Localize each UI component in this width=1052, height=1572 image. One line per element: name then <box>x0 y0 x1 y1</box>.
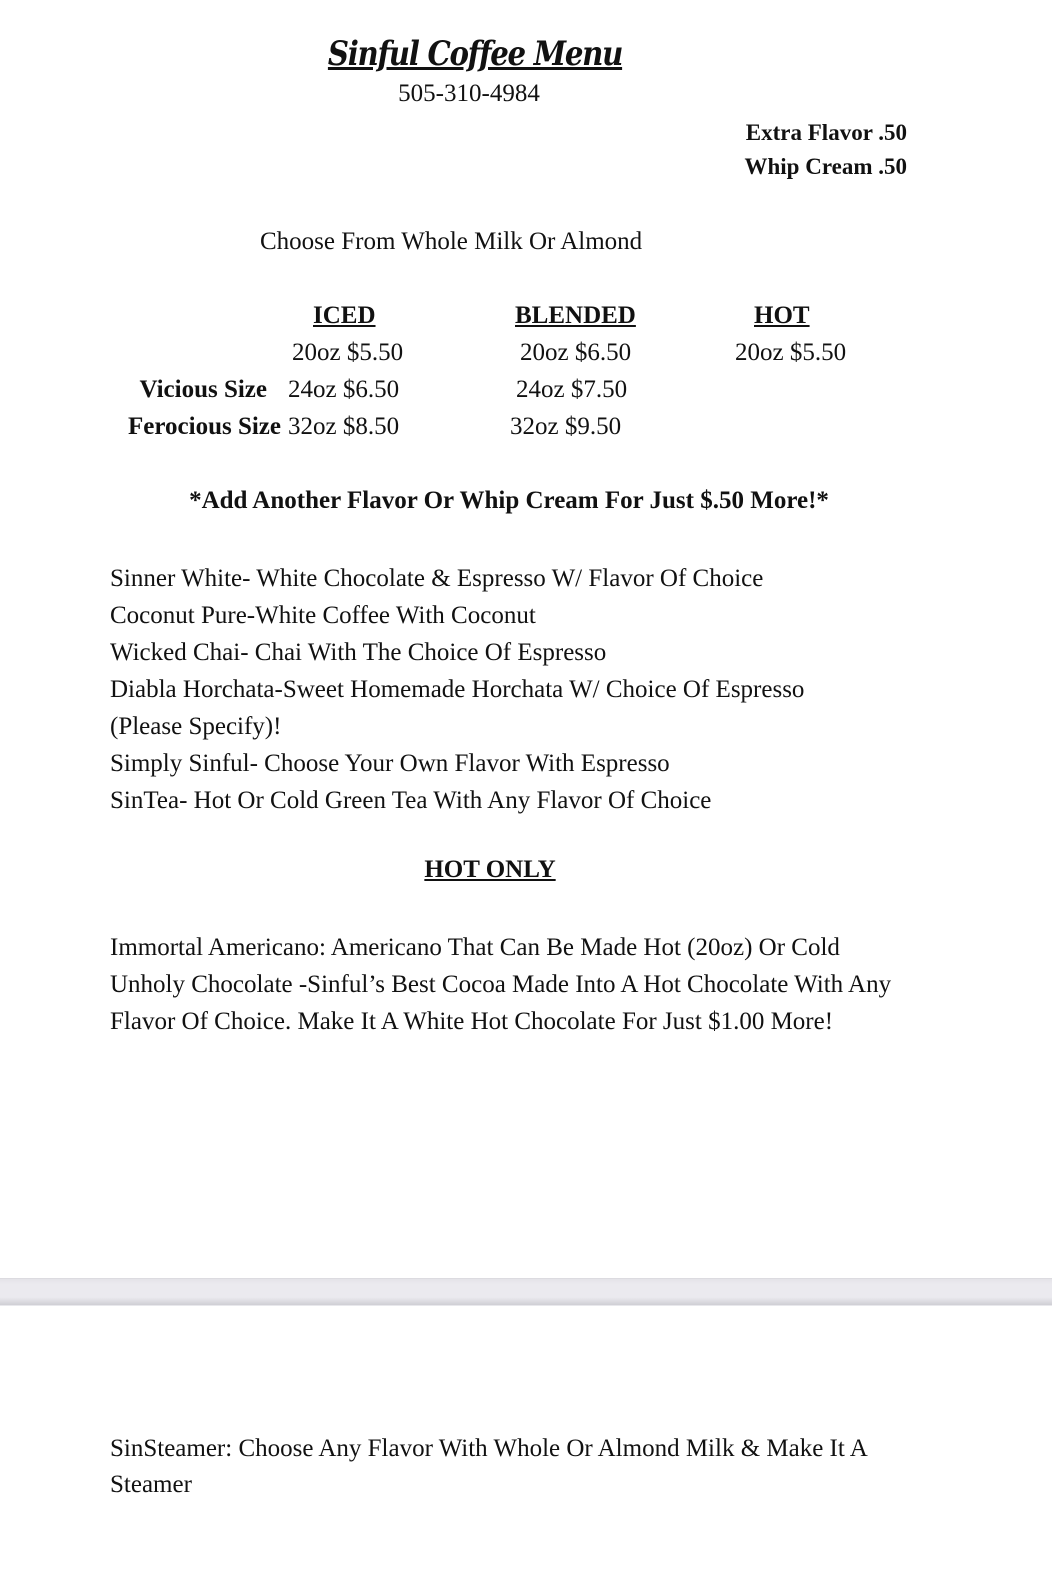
blended-price-24oz: 24oz $7.50 <box>516 376 628 403</box>
drink-wicked-chai: Wicked Chai- Chai With The Choice Of Espresso <box>110 639 607 666</box>
blended-price-32oz: 32oz $9.50 <box>510 413 622 440</box>
iced-price-20oz: 20oz $5.50 <box>292 339 404 366</box>
drink-simply-sinful: Simply Sinful- Choose Your Own Flavor With Espresso <box>110 750 670 777</box>
size-label-vicious: Vicious Size <box>139 376 267 403</box>
drink-coconut-pure: Coconut Pure-White Coffee With Coconut <box>110 602 536 629</box>
hot-price-20oz: 20oz $5.50 <box>735 339 847 366</box>
hot-only-heading: HOT ONLY <box>424 856 556 883</box>
drink-sinsteamer: SinSteamer: Choose Any Flavor With Whole Or Almond Milk & Make It A Steamer <box>110 1435 867 1498</box>
column-header-hot: HOT <box>754 302 810 329</box>
whip-cream-price: Whip Cream .50 <box>744 154 907 179</box>
drink-diabla-horchata: Diabla Horchata-Sweet Homemade Horchata W/ Choice Of Espresso <box>110 676 805 703</box>
column-header-blended: BLENDED <box>515 302 636 329</box>
add-flavor-note: *Add Another Flavor Or Whip Cream For Just $.50 More!* <box>189 487 829 514</box>
drink-sintea: SinTea- Hot Or Cold Green Tea With Any Flavor Of Choice <box>110 787 712 814</box>
drink-list <box>110 560 910 819</box>
blended-price-20oz: 20oz $6.50 <box>520 339 632 366</box>
menu-title: Sinful Coffee Menu <box>327 34 623 74</box>
page2-list <box>110 1431 910 1503</box>
drink-sinner-white: Sinner White- White Chocolate & Espresso W/ Flavor Of Choice <box>110 565 764 592</box>
hot-only-list <box>110 929 900 1040</box>
drink-diabla-horchata-note: (Please Specify)! <box>110 713 282 740</box>
milk-options-note: Choose From Whole Milk Or Almond <box>260 228 643 255</box>
drink-immortal-americano: Immortal Americano: Americano That Can Be Made Hot (20oz) Or Cold <box>110 934 840 961</box>
phone-number: 505-310-4984 <box>398 80 540 107</box>
iced-price-32oz: 32oz $8.50 <box>288 413 400 440</box>
column-header-iced: ICED <box>313 302 376 329</box>
size-label-ferocious: Ferocious Size <box>128 413 281 440</box>
page-separator <box>0 1278 1052 1306</box>
iced-price-24oz: 24oz $6.50 <box>288 376 400 403</box>
extra-flavor-price: Extra Flavor .50 <box>745 120 907 145</box>
drink-unholy-chocolate: Unholy Chocolate -Sinful’s Best Cocoa Made Into A Hot Chocolate With Any Flavor Of Choice. Make It A White Hot Chocolate For Just $1.00 More! <box>110 971 892 1035</box>
extras-list <box>700 116 907 184</box>
